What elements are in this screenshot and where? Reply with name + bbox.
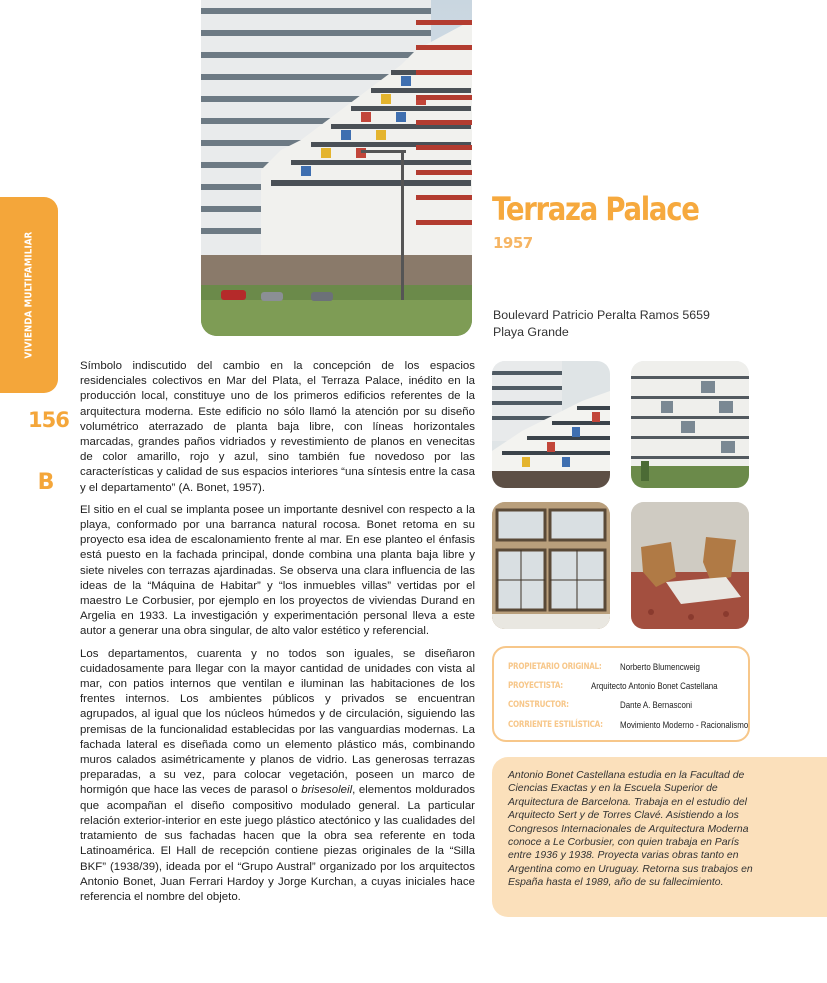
- section-label: VIVIENDA MULTIFAMILIAR: [23, 231, 35, 359]
- info-value: Arquitecto Antonio Bonet Castellana: [590, 680, 718, 691]
- photo-facade-terraces: [492, 361, 610, 488]
- body-paragraph: [80, 647, 475, 905]
- body-text: [80, 359, 475, 912]
- photo-bkf-chairs: [631, 502, 749, 629]
- body-paragraph-text: Los departamentos, cuarenta y no todos son iguales, se diseñaron cuidadosamente para llegar con la mayor cantidad de unidades con vista al mar, con patios internos que ventilan e iluminan las habitaciones de los frentes internos. Los ambientes públicos y privados se encuentran agrupados, al igual que los núcleos húmedos y de circulación, siguiendo las premisas de la funcionalidad establecidas por las vanguardias modernas. La fachada lateral es diseñada como un elemento plástico más, combinando muros calados asimétricamente y planos de vidrio. Las generosas terrazas preparadas, a su vez, para colocar vegetación, poseen un marco de hormigón que hace las veces de parasol o: [80, 647, 475, 797]
- address-street: Boulevard Patricio Peralta Ramos 5659: [493, 308, 710, 322]
- photo-side-facade: [631, 361, 749, 488]
- info-value: Norberto Blumencweig: [620, 661, 700, 672]
- page-number: 156: [28, 408, 69, 432]
- info-key: PROPIETARIO ORIGINAL:: [508, 661, 602, 672]
- info-value: Movimiento Moderno - Racionalismo: [620, 719, 749, 730]
- body-paragraph: El sitio en el cual se implanta posee un importante desnivel con respecto a la playa, conformado por una barranca natural rocosa. Bonet retoma en su proyecto esa idea de escalonamiento frente al mar. En ese planteo el énfasis está puesto en la fachada principal, donde combina una planta baja libre y siete niveles con terrazas ajardinadas. Se observa una clara influencia de las ideas de la “Máquina de Habitar” y “los inmuebles villas” vertidas por el maestro Le Corbusier, por ejemplo en los proyectos de viviendas Durand en Argelia en 1933. La investigación y experimentación personal lleva a este autor a generar una obra singular, de alto valor estético y referencial.: [80, 503, 475, 638]
- section-letter: B: [37, 470, 55, 495]
- main-building-photo: [201, 0, 472, 336]
- architect-bio-text: Antonio Bonet Castellana estudia en la Facultad de Ciencias Exactas y en la Escuela Superior de Arquitectura de Barcelona. Trabaja en el estudio del Arquitecto Sert y de Torres Clavé. Asistiendo a los Congresos Internacionales de Arquitectura Moderna conoce a Le Corbusier, con quien trabaja en París entre 1936 y 1938. Proyecta varias obras tanto en Argentina como en Uruguay. Retorna sus trabajos en España hasta el 1989, año de su fallecimiento.: [508, 770, 753, 889]
- info-row-owner: [508, 657, 738, 676]
- address-area: Playa Grande: [493, 325, 569, 339]
- photo-windows: [492, 502, 610, 629]
- info-key: PROYECTISTA:: [508, 680, 563, 691]
- info-row-designer: [508, 676, 738, 695]
- info-key: CONSTRUCTOR:: [508, 700, 569, 711]
- info-key: CORRIENTE ESTILÍSTICA:: [508, 719, 603, 730]
- body-paragraph: Símbolo indiscutido del cambio en la concepción de los espacios residenciales colectivos en Mar del Plata, el Terraza Palace, inédito en la producción local, constituye uno de los primeros edificios referentes de la arquitectura moderna. Este edificio no sólo llamó la atención por su diseño volumétrico aterrazado de planta baja libre, con líneas horizontales marcadas, grandes paños vidriados y revestimiento de planos en venecitas de color amarillo, rojo y azul, sino también fue novedoso por las características y calidad de sus espacios interiores “una síntesis entre la casa y el departamento” (A. Bonet, 1957).: [80, 360, 475, 494]
- architect-bio-box: [492, 757, 827, 917]
- section-side-tab: [0, 197, 58, 393]
- building-year: 1957: [493, 234, 533, 252]
- building-address: [493, 307, 793, 341]
- body-paragraph-italic: brisesoleil: [301, 784, 353, 797]
- body-paragraph-text: , elementos moldurados que acompañan el diseño compositivo modulado general. La particular relación exterior-interior en este juego plástico atectónico y las cualidades del tratamiento de sus fachadas hacen que la obra sea referente en toda Latinoamérica. El Hall de recepción contiene piezas originales de la “Silla BKF” (1938/39), ideada por el “Grupo Austral” organizado por los arquitectos Antonio Bonet, Juan Ferrari Hardoy y Jorge Kurchan, a cuyas iniciales hace referencia el nombre del objeto.: [80, 784, 475, 903]
- info-row-builder: [508, 696, 738, 715]
- building-title: Terraza Palace: [492, 190, 699, 228]
- info-row-style: [508, 715, 749, 734]
- info-value: Dante A. Bernasconi: [620, 700, 693, 711]
- info-box: [492, 646, 750, 742]
